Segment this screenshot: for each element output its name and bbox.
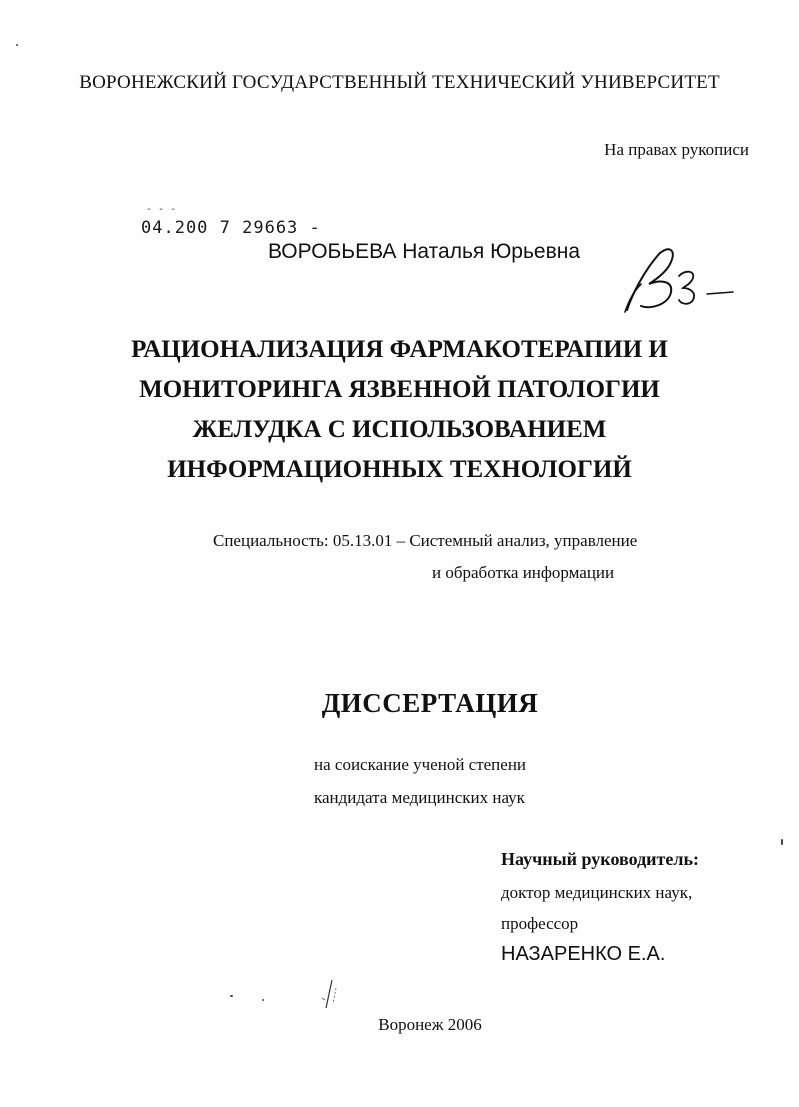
city-year: Воронеж 2006 [378,1015,482,1034]
author-name: ВОРОБЬЕВА Наталья Юрьевна [268,240,581,263]
manuscript-rights-note: На правах рукописи [604,140,749,159]
degree-line-1: на соискание ученой степени [314,755,527,774]
title-line: ЖЕЛУДКА С ИСПОЛЬЗОВАНИЕМ [192,416,607,443]
title-line: РАЦИОНАЛИЗАЦИЯ ФАРМАКОТЕРАПИИ И [131,336,668,363]
supervisor-name: НАЗАРЕНКО Е.А. [501,943,666,965]
scan-speck [781,839,783,845]
stamp-marks: - - - [146,204,177,215]
degree-line-2: кандидата медицинских наук [314,788,525,807]
specialty-line-1: Специальность: 05.13.01 – Системный анализ, управление [213,531,638,550]
supervisor-degree: доктор медицинских наук, [501,883,693,902]
supervisor-rank: профессор [501,914,579,933]
scan-speck [262,999,264,1001]
dissertation-title [0,330,799,490]
library-stamp-number: 04.200 7 29663 - [141,218,321,238]
supervisor-heading: Научный руководитель: [501,849,699,869]
scan-speck [16,44,18,46]
university-name: ВОРОНЕЖСКИЙ ГОСУДАРСТВЕННЫЙ ТЕХНИЧЕСКИЙ УНИВЕРСИТЕТ [79,72,720,93]
scan-speck [230,995,233,997]
document-type-heading: ДИССЕРТАЦИЯ [321,688,539,718]
signature-icon [615,240,745,320]
specialty-line-2: и обработка информации [432,563,615,582]
title-line: МОНИТОРИНГА ЯЗВЕННОЙ ПАТОЛОГИИ [139,376,660,403]
pencil-mark-icon [318,978,342,1012]
title-line: ИНФОРМАЦИОННЫХ ТЕХНОЛОГИЙ [167,456,632,483]
